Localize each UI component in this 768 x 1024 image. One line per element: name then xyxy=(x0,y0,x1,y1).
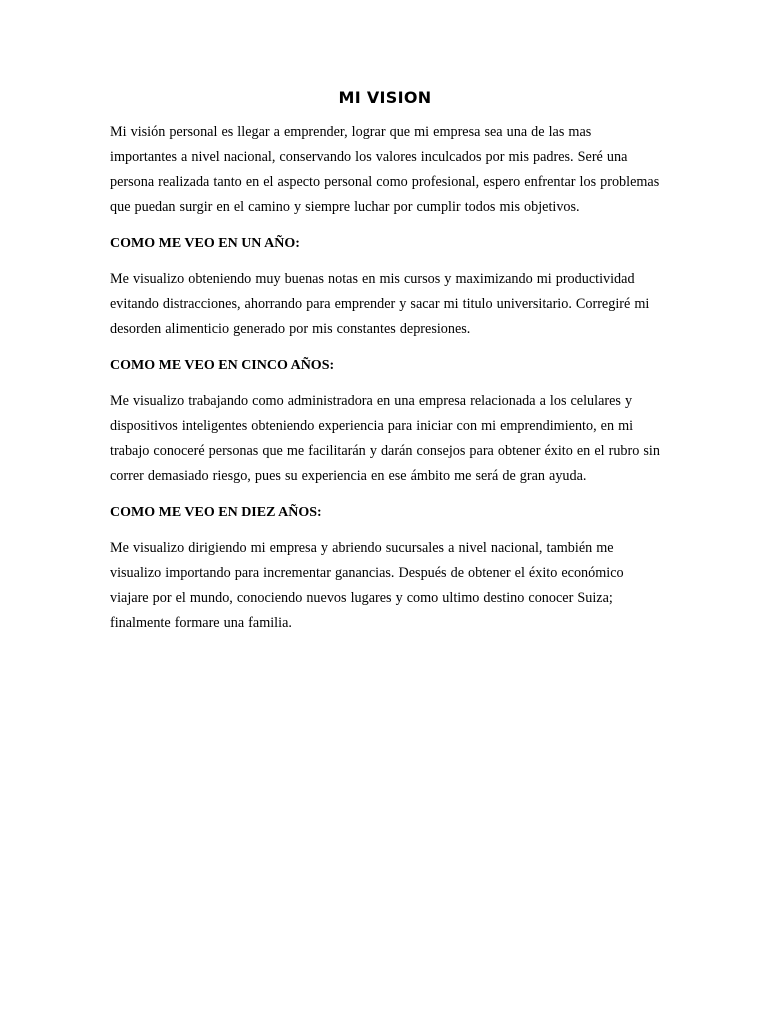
section-text-ten-years: Me visualizo dirigiendo mi empresa y abriendo sucursales a nivel nacional, también me visualizo importando para incrementar ganancias. Después de obtener el éxito económico viajare por el mundo, conociendo nuevos lugares y como ultimo destino conocer Suiza; finalmente formare una familia. xyxy=(110,540,624,631)
section-heading-five-years: COMO ME VEO EN CINCO AÑOS: xyxy=(110,358,335,373)
section-text-five-years: Me visualizo trabajando como administradora en una empresa relacionada a los celulares y dispositivos inteligentes obteniendo experiencia para iniciar con mi emprendimiento, en mi trabajo conoceré personas que me facilitarán y darán consejos para obtener éxito en el rubro sin correr demasiado riesgo, pues su experiencia en ese ámbito me será de gran ayuda. xyxy=(110,393,660,484)
intro-paragraph: Mi visión personal es llegar a emprender, lograr que mi empresa sea una de las mas importantes a nivel nacional, conservando los valores inculcados por mis padres. Seré una persona realizada tanto en el aspecto personal como profesional, espero enfrentar los problemas que puedan surgir en el camino y siempre luchar por cumplir todos mis objetivos. xyxy=(110,124,660,215)
section-text-one-year: Me visualizo obteniendo muy buenas notas en mis cursos y maximizando mi productividad evitando distracciones, ahorrando para emprender y sacar mi titulo universitario. Corregiré mi desorden alimenticio generado por mis constantes depresiones. xyxy=(110,271,650,337)
section-heading-one-year: COMO ME VEO EN UN AÑO: xyxy=(110,236,300,251)
document-page xyxy=(110,84,660,636)
document-title: MI VISION xyxy=(338,88,432,107)
section-heading-ten-years: COMO ME VEO EN DIEZ AÑOS: xyxy=(110,505,322,520)
